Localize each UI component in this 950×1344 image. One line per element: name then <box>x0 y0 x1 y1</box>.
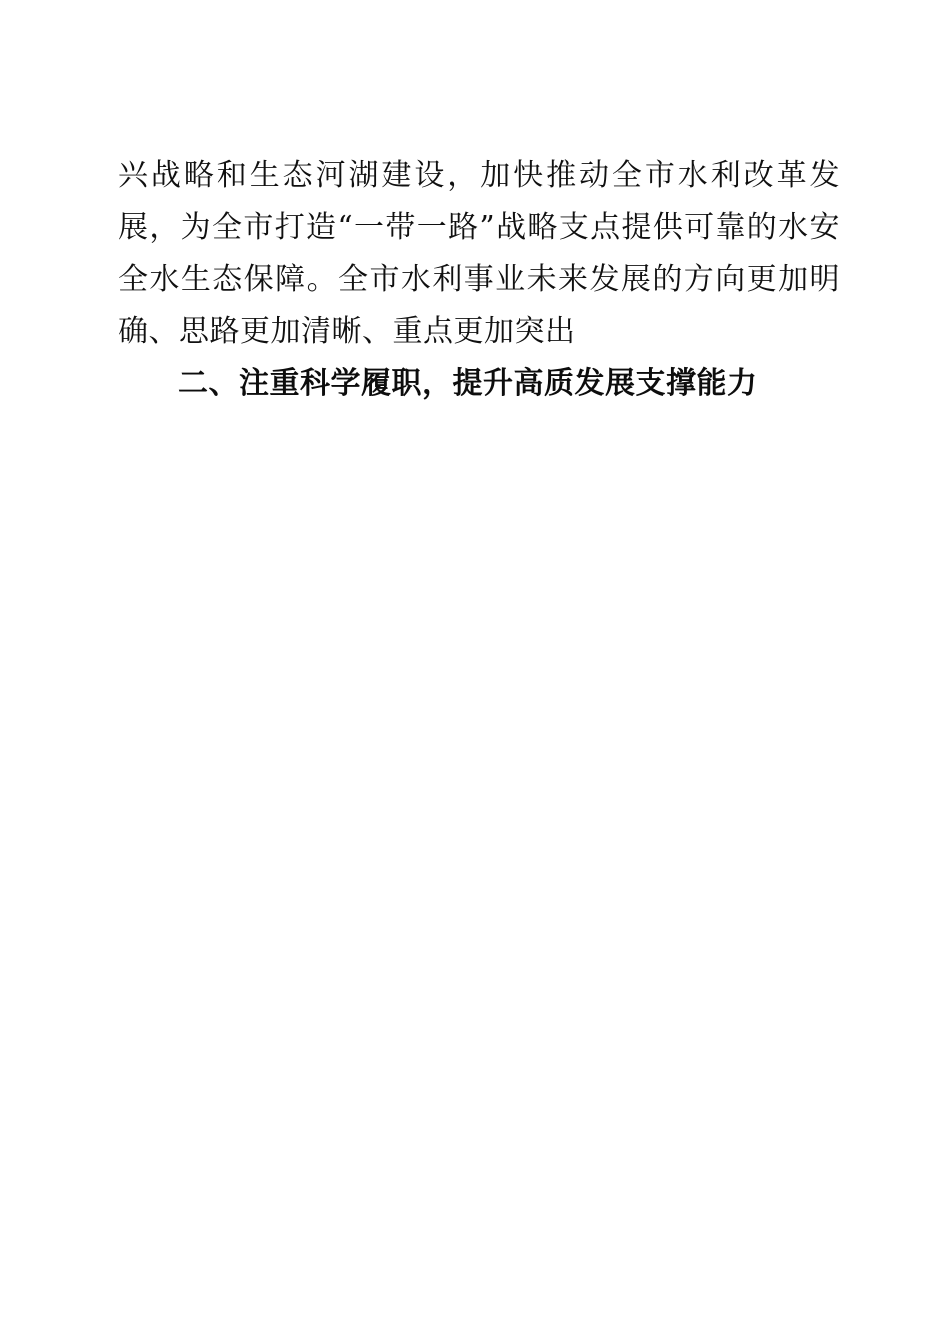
body-paragraph: 兴战略和生态河湖建设，加快推动全市水利改革发展，为全市打造“一带一路”战略支点提供可靠的水安全水生态保障。全市水利事业未来发展的方向更加明确、思路更加清晰、重点更加突出 <box>118 158 840 349</box>
section-heading: 二、注重科学履职，提升高质发展支撑能力 <box>178 366 758 401</box>
